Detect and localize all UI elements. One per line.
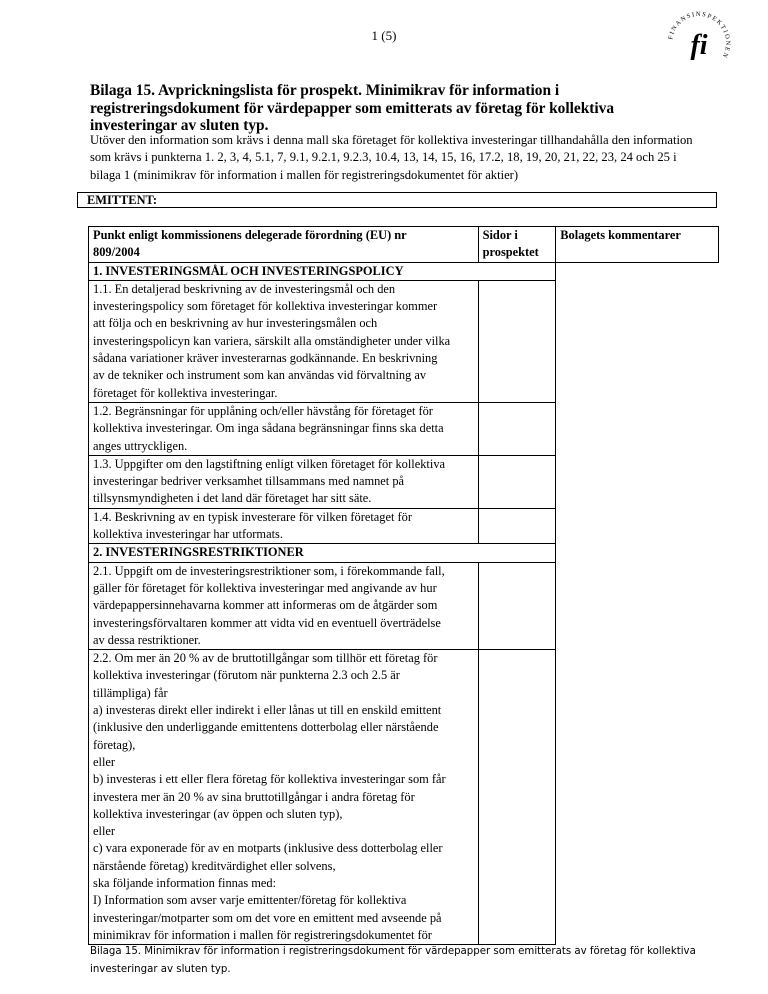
item-text-line: 2.1. Uppgift om de investeringsrestriktioner som, i förekommande fall, <box>93 563 445 578</box>
item-text-line: anges uttryckligen. <box>93 438 188 453</box>
header-point-line: Punkt enligt kommissionens delegerade förordning (EU) nr <box>93 228 407 242</box>
pages-cell-1-1[interactable] <box>478 280 556 402</box>
pages-cell-2-2[interactable] <box>478 650 556 945</box>
item-text-line: tillämpliga) får <box>93 685 168 700</box>
item-text-line: kollektiva investeringar. Om inga sådana begränsningar finns ska detta <box>93 421 444 436</box>
checklist-item-1-4 <box>89 508 479 544</box>
finansinspektionen-logo <box>664 8 734 78</box>
page-number: 1 (5) <box>371 28 397 43</box>
item-text-line: c) vara exponerade för av en motparts (inklusive dess dotterbolag eller <box>93 841 443 856</box>
item-text-line: b) investeras i ett eller flera företag för kollektiva investeringar som får <box>93 772 446 787</box>
page-footer <box>90 943 710 979</box>
item-text-line: eller <box>93 824 116 839</box>
item-text-line: 2.2. Om mer än 20 % av de bruttotillgångar som tillhör ett företag för <box>93 651 438 666</box>
header-pages-line: prospektet <box>482 245 539 260</box>
item-text-line: ska följande information finnas med: <box>93 875 277 890</box>
checklist-item-2-1 <box>89 562 479 649</box>
item-text-line: tillsynsmyndigheten i det land där företaget har sitt säte. <box>93 491 372 506</box>
emittent-field: EMITTENT: <box>77 192 717 208</box>
item-text-line: 1.1. En detaljerad beskrivning av de investeringsmål och den <box>93 281 396 296</box>
item-text-line: gäller för företaget för kollektiva investeringar med angivande av hur <box>93 580 437 595</box>
item-text-line: minimikrav för information i mallen för registreringsdokumentet för <box>93 927 432 942</box>
item-text-line: närstående företag) kreditvärdighet eller solvens, <box>93 858 336 873</box>
header-pages-line: Sidor i <box>482 228 518 242</box>
checklist-item-1-3 <box>89 455 479 508</box>
item-text-line: investeringsförvaltaren kommer att vidta vid en eventuell överträdelse <box>93 615 441 630</box>
item-text-line: investeringspolicyn kan variera, särskilt alla omständigheter under vilka <box>93 333 451 348</box>
item-text-line: 1.3. Uppgifter om den lagstiftning enligt vilken företaget för kollektiva <box>93 456 446 471</box>
item-text-line: investera mer än 20 % av sina bruttotillgångar i andra företag för <box>93 789 415 804</box>
item-text-line: kollektiva investeringar (förutom när punkterna 2.3 och 2.5 är <box>93 668 400 683</box>
item-text-line: företag), <box>93 737 136 752</box>
item-text-line: (inklusive den underliggande emittentens dotterbolag eller närstående <box>93 720 439 735</box>
pages-cell-1-4[interactable] <box>478 508 556 544</box>
pages-cell-1-3[interactable] <box>478 455 556 508</box>
checklist-item-1-1 <box>89 280 479 402</box>
item-text-line: investeringar bedriver verksamhet tillsammans med namnet på <box>93 474 405 489</box>
pages-cell-1-2[interactable] <box>478 402 556 455</box>
item-text-line: kollektiva investeringar (av öppen och sluten typ), <box>93 806 343 821</box>
item-text-line: kollektiva investeringar har utformats. <box>93 527 283 542</box>
item-text-line: a) investeras direkt eller indirekt i eller lånas ut till en enskild emittent <box>93 703 442 718</box>
header-pages <box>478 227 556 263</box>
item-text-line: av de tekniker och instrument som kan användas vid förvaltning av <box>93 368 427 383</box>
checklist-item-2-2 <box>89 650 479 945</box>
checklist-item-1-2 <box>89 402 479 455</box>
item-text-line: investeringspolicy som företaget för kollektiva investeringar kommer <box>93 299 438 314</box>
item-text-line: värdepappersinnehavarna kommer att informeras om de åtgärder som <box>93 598 438 613</box>
section-title: 1. INVESTERINGSMÅL OCH INVESTERINGSPOLICY <box>89 262 556 280</box>
header-point-line: 809/2004 <box>93 245 140 260</box>
footer-line: Bilaga 15. Minimikrav för information i registreringsdokument för värdepapper som emitterats av företag för kollektiva <box>90 946 696 957</box>
footer-line: investeringar av sluten typ. <box>90 964 231 975</box>
item-text-line: sådana variationer kräver investerarnas godkännande. En beskrivning <box>93 351 438 366</box>
header-comments-line: Bolagets kommentarer <box>560 228 681 242</box>
logo-ring-text: FINANSINSPEKTIONEN <box>667 10 732 60</box>
section-title: 2. INVESTERINGSRESTRIKTIONER <box>89 544 556 562</box>
checklist-table <box>88 226 719 945</box>
item-text-line: företaget för kollektiva investeringar. <box>93 385 278 400</box>
document-title: Bilaga 15. Avprickningslista för prospekt. Minimikrav för information i registreringsdokument för värdepapper som emitterats av företag för kollektiva investeringar av sluten typ. <box>90 82 615 134</box>
item-text-line: 1.4. Beskrivning av en typisk investerare för vilken företaget för <box>93 509 412 524</box>
pages-cell-2-1[interactable] <box>478 562 556 649</box>
item-text-line: 1.2. Begränsningar för upplåning och/eller hävstång för företaget för <box>93 403 433 418</box>
header-point <box>89 227 479 263</box>
item-text-line: investeringar/motparter som om det vore en emittent med avseende på <box>93 910 442 925</box>
item-text-line: av dessa restriktioner. <box>93 632 201 647</box>
header-comments <box>556 227 719 263</box>
item-text-line: att följa och en beskrivning av hur investeringsmålen och <box>93 316 378 331</box>
item-text-line: I) Information som avser varje emittenter/företag för kollektiva <box>93 893 407 908</box>
logo-mark: fi <box>690 30 708 61</box>
item-text-line: eller <box>93 754 116 769</box>
intro-paragraph: Utöver den information som krävs i denna mall ska företaget för kollektiva investeringar tillhandahålla den information som krävs i punkterna 1. 2, 3, 4, 5.1, 7, 9.1, 9.2.1, 9.2.3, 10.4, 13, 14, 15, 16, 17.2, 18, 19, 20, 21, 22, 23, 24 och 25 i bilaga 1 (minimikrav för information i mallen för registreringsdokumentet för aktier) <box>90 133 693 182</box>
